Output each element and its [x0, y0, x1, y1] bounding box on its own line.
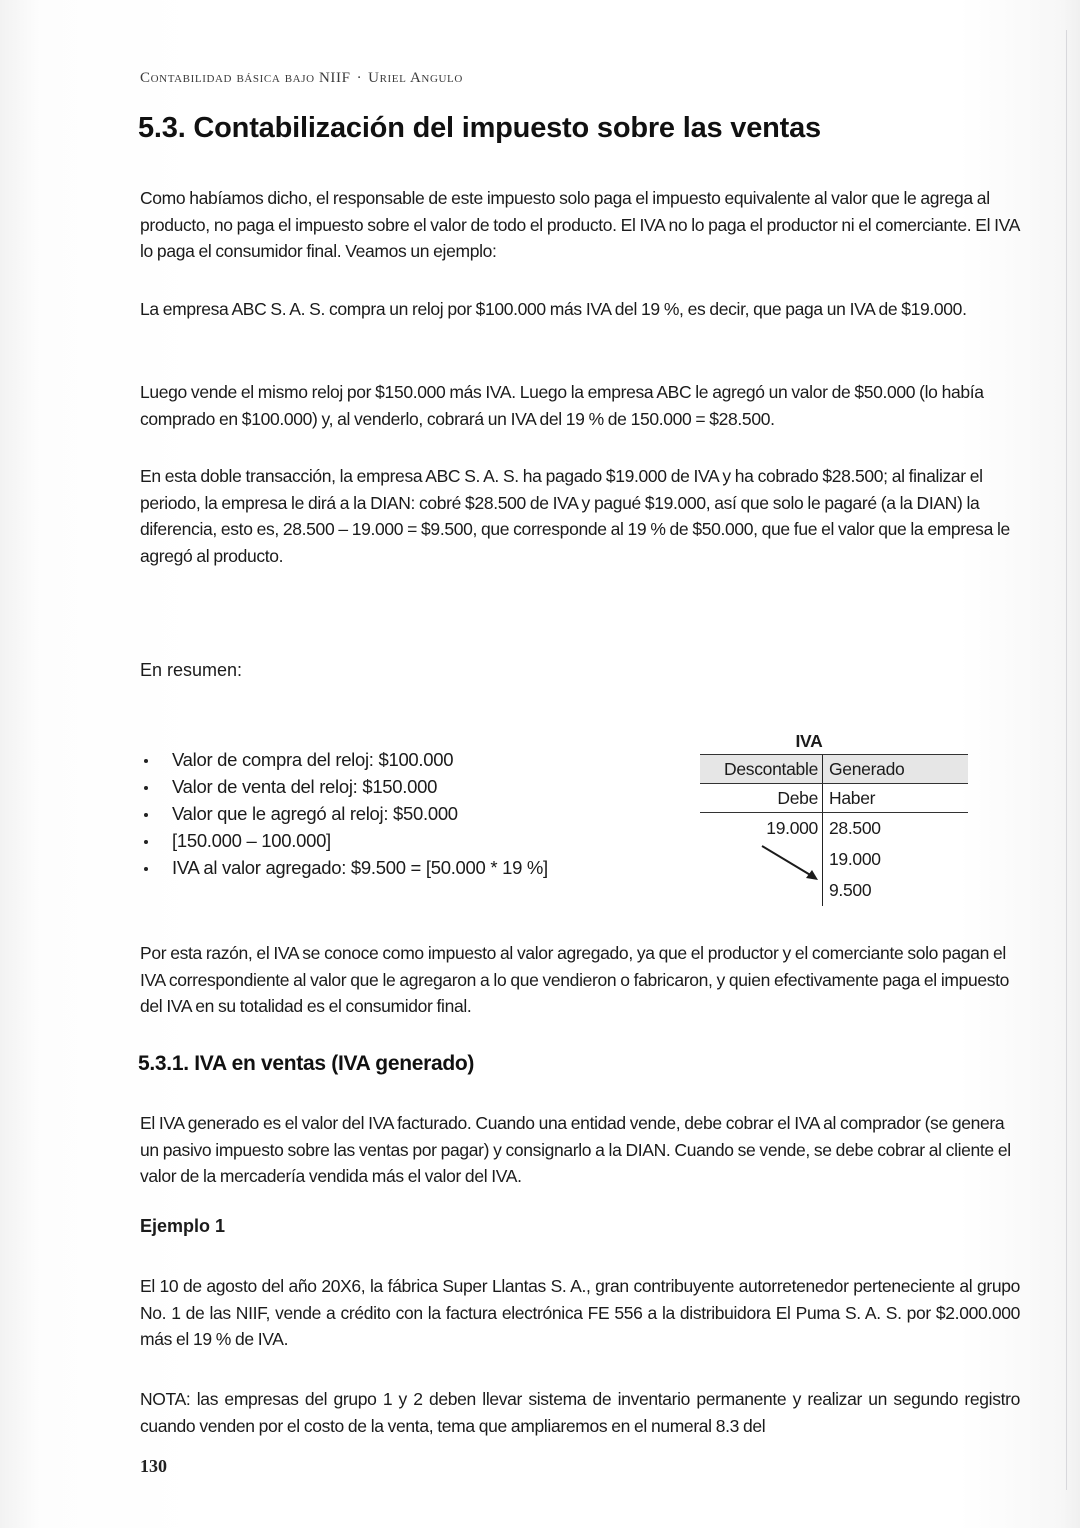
double-transaction-paragraph: En esta doble transacción, la empresa ABC S. A. S. ha pagado $19.000 de IVA y ha cobrado $28.500; al finalizar el periodo, la empresa le dirá a la DIAN: cobré $28.500 de IVA y pagué $19.000, así que solo le pagaré (a la DIAN) la diferencia, esto es, 28.500 – 19.000 = $9.500, que corresponde al 19 % de $50.000, que fue el valor que la empresa le agregó al producto.	[140, 466, 1010, 566]
running-head-separator: ·	[356, 70, 363, 86]
subheader-haber: Haber	[829, 788, 876, 808]
summary-list	[140, 746, 548, 881]
t-account-header-row	[700, 754, 968, 784]
page-number: 130	[140, 1456, 167, 1476]
credit-value: 9.500	[829, 880, 872, 900]
summary-item: IVA al valor agregado: $9.500 = [50.000 * 19 %]	[140, 854, 548, 881]
conclusion-paragraph: Por esta razón, el IVA se conoce como impuesto al valor agregado, ya que el productor y el comerciante solo pagan el IVA correspondiente al valor que le agregaron a lo que vendieron o fabricaron, y quien efectivamente paga el impuesto del IVA en su totalidad es el consumidor final.	[140, 943, 1010, 1016]
iva-t-account	[700, 728, 968, 906]
subheader-debe: Debe	[700, 784, 823, 812]
t-account-row	[700, 813, 968, 844]
t-account-row	[700, 875, 968, 906]
intro-paragraph: Como habíamos dicho, el responsable de este impuesto solo paga el impuesto equivalente al valor que le agrega al producto, no paga el impuesto sobre el valor de todo el producto. El IVA no lo paga el productor ni el comerciante. El IVA lo paga el consumidor final. Veamos un ejemplo:	[140, 188, 1020, 261]
t-account-title: IVA	[795, 731, 823, 751]
running-head	[140, 70, 463, 87]
summary-item: [150.000 – 100.000]	[140, 827, 548, 854]
header-descontable: Descontable	[700, 755, 823, 783]
subsection-title: 5.3.1. IVA en ventas (IVA generado)	[138, 1052, 475, 1075]
sale-paragraph: Luego vende el mismo reloj por $150.000 más IVA. Luego la empresa ABC le agregó un valor de $50.000 (lo había comprado en $100.000) y, al venderlo, cobrará un IVA del 19 % de 150.000 = $28.500.	[140, 382, 984, 429]
book-title: Contabilidad básica bajo NIIF	[140, 70, 351, 86]
summary-label: En resumen:	[140, 660, 243, 680]
diagonal-arrow-icon	[760, 844, 824, 884]
credit-value: 28.500	[829, 818, 881, 838]
debit-value: 19.000	[700, 813, 823, 844]
t-account-subheader-row	[700, 784, 968, 813]
summary-item: Valor que le agregó al reloj: $50.000	[140, 800, 548, 827]
header-generado: Generado	[829, 759, 905, 779]
author-name: Uriel Angulo	[368, 70, 463, 86]
iva-generado-paragraph: El IVA generado es el valor del IVA facturado. Cuando una entidad vende, debe cobrar el IVA al comprador (se genera un pasivo impuesto sobre las ventas por pagar) y consignarlo a la DIAN. Cuando se vende, se debe cobrar al cliente el valor de la mercadería vendida más el valor del IVA.	[140, 1113, 1011, 1186]
summary-item: Valor de venta del reloj: $150.000	[140, 773, 548, 800]
section-title: 5.3. Contabilización del impuesto sobre las ventas	[138, 112, 821, 144]
purchase-paragraph: La empresa ABC S. A. S. compra un reloj por $100.000 más IVA del 19 %, es decir, que paga un IVA de $19.000.	[140, 299, 967, 319]
t-account-row	[700, 844, 968, 875]
credit-value: 19.000	[829, 849, 881, 869]
note-paragraph: NOTA: las empresas del grupo 1 y 2 deben llevar sistema de inventario permanente y realizar un segundo registro cuando venden por el costo de la venta, tema que ampliaremos en el numeral 8.3 del	[140, 1389, 1020, 1436]
example-paragraph: El 10 de agosto del año 20X6, la fábrica Super Llantas S. A., gran contribuyente autorretenedor perteneciente al grupo No. 1 de las NIIF, vende a crédito con la factura electrónica FE 556 a la distribuidora El Puma S. A. S. por $2.000.000 más el 19 % de IVA.	[140, 1276, 1020, 1349]
summary-item: Valor de compra del reloj: $100.000	[140, 746, 548, 773]
page-edge-line	[1066, 30, 1067, 1490]
example-label: Ejemplo 1	[140, 1216, 226, 1236]
